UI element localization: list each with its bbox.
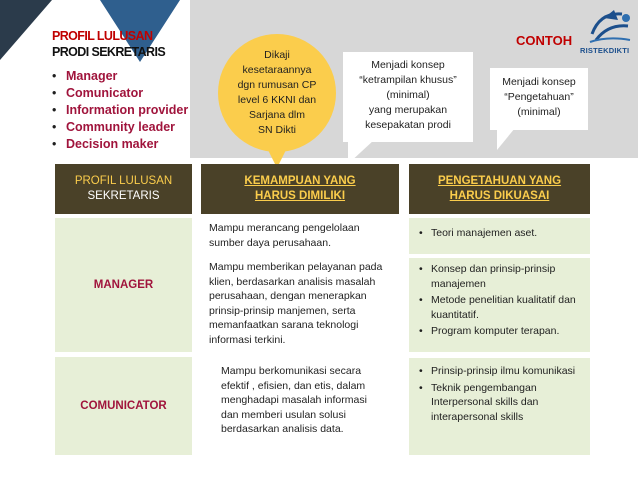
pengetahuan-item: • Konsep dan prinsip-prinsip manajemen <box>417 262 582 291</box>
profil-title-line2: PRODI SEKRETARIS <box>52 45 166 59</box>
callout-pengetahuan <box>490 68 588 130</box>
pengetahuan-item: • Program komputer terapan. <box>417 324 582 339</box>
profil-title <box>52 28 165 60</box>
callout-pengetahuan-tail <box>497 128 515 150</box>
pengetahuan-list <box>417 226 582 241</box>
callout-line: “ketrampilan khusus” <box>359 74 457 86</box>
callout-keterampilan <box>343 52 473 142</box>
role-cell-manager: MANAGER <box>55 218 192 352</box>
callout-line: yang merupakan <box>368 104 448 116</box>
callout-line: Sarjana dlm <box>248 109 306 121</box>
callout-line: Menjadi konsep <box>371 59 445 71</box>
contoh-label: CONTOH <box>516 33 573 48</box>
role-item: • Manager <box>52 68 188 85</box>
callout-line: (minimal) <box>386 89 430 101</box>
callout-keterampilan-tail <box>348 140 374 164</box>
callout-kkni <box>218 34 336 152</box>
callout-line: kesetaraannya <box>242 64 312 76</box>
logo-text: RISTEKDIKTI <box>580 46 630 55</box>
header-kemampuan-line2: HARUS DIMILIKI <box>254 190 346 202</box>
callout-line: dgn rumusan CP <box>237 79 317 91</box>
callout-line: “Pengetahuan” <box>504 91 574 103</box>
pengetahuan-item: • Teknik pengembangan Interpersonal skills dan interapersonal skills <box>417 381 582 425</box>
callout-line: Menjadi konsep <box>502 76 576 88</box>
role-cell-comunicator: COMUNICATOR <box>55 357 192 455</box>
callout-line: level 6 KKNI dan <box>237 94 317 106</box>
header-profil-line1: PROFIL LULUSAN <box>74 175 173 187</box>
kemampuan-cell: Mampu berkomunikasi secara efektif , efisien, dan etis, dalam menghadapi masalah informasi dan memberi usulan solusi berdasarkan analisis data. <box>201 358 399 455</box>
callout-line: SN Dikti <box>258 124 296 136</box>
pengetahuan-list <box>417 262 582 339</box>
pengetahuan-item: • Prinsip-prinsip ilmu komunikasi <box>417 364 582 379</box>
header-pengetahuan-line1: PENGETAHUAN YANG <box>437 175 562 187</box>
role-item: • Decision maker <box>52 136 188 153</box>
pengetahuan-cell <box>409 258 590 352</box>
profil-title-line1: PROFIL LULUSAN <box>52 29 153 43</box>
header-pengetahuan-line2: HARUS DIKUASAI <box>449 190 550 202</box>
header-kemampuan-line1: KEMAMPUAN YANG <box>244 175 356 187</box>
kemampuan-cell: Mampu memberikan pelayanan pada klien, berdasarkan analisis masalah perusahaan, dengan menerapkan prinsip-prinsip manjemen, serta memanfaatkan sarana teknologi informasi terkini. <box>201 258 399 352</box>
header-kemampuan <box>201 164 399 214</box>
corner-decoration-dark <box>0 0 52 60</box>
header-profil-line2: SEKRETARIS <box>87 190 160 202</box>
pengetahuan-cell <box>409 358 590 455</box>
callout-line: (minimal) <box>517 106 561 118</box>
pengetahuan-cell <box>409 218 590 254</box>
callout-line: Dikaji <box>264 49 290 61</box>
role-item: • Comunicator <box>52 85 188 102</box>
pengetahuan-item: • Metode penelitian kualitatif dan kuantitatif. <box>417 293 582 322</box>
role-list <box>52 68 188 153</box>
role-item: • Information provider <box>52 102 188 119</box>
callout-line: kesepakatan prodi <box>365 119 451 131</box>
header-profil-lulusan <box>55 164 192 214</box>
header-pengetahuan <box>409 164 590 214</box>
pengetahuan-item: • Teori manajemen aset. <box>417 226 582 241</box>
pengetahuan-list <box>417 364 582 424</box>
kemampuan-cell: Mampu merancang pengelolaan sumber daya perusahaan. <box>201 218 399 254</box>
role-item: • Community leader <box>52 119 188 136</box>
